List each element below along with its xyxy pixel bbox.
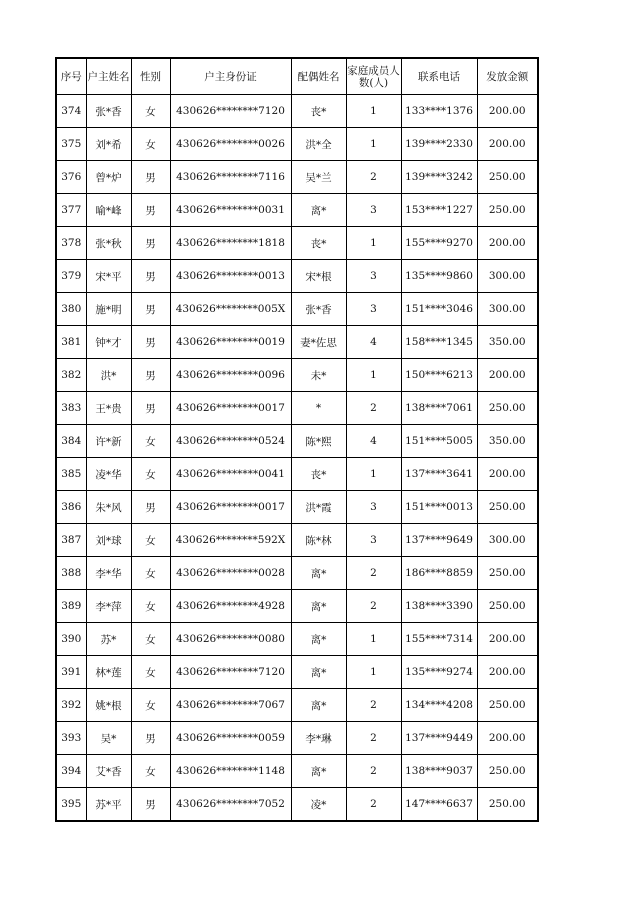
cell-id-number: 430626********0059 [170,722,291,755]
cell-phone: 138****9037 [401,755,477,788]
cell-gender: 女 [131,656,170,689]
cell-phone: 135****9860 [401,260,477,293]
cell-phone: 133****1376 [401,95,477,128]
cell-index: 382 [56,359,86,392]
cell-id-number: 430626********0013 [170,260,291,293]
cell-householder-name: 洪* [86,359,131,392]
cell-family-members: 3 [346,524,401,557]
cell-id-number: 430626********4928 [170,590,291,623]
cell-family-members: 2 [346,590,401,623]
cell-amount: 200.00 [477,623,538,656]
cell-family-members: 3 [346,293,401,326]
cell-family-members: 1 [346,128,401,161]
cell-amount: 200.00 [477,656,538,689]
table-row [56,722,538,755]
cell-householder-name: 施*明 [86,293,131,326]
cell-gender: 女 [131,623,170,656]
cell-gender: 女 [131,425,170,458]
table-row [56,425,538,458]
header-family-members: 家庭成员人数(人) [346,58,401,95]
cell-amount: 250.00 [477,161,538,194]
cell-spouse-name: 洪*霞 [291,491,346,524]
cell-family-members: 1 [346,623,401,656]
cell-gender: 女 [131,458,170,491]
cell-spouse-name: * [291,392,346,425]
cell-spouse-name: 离* [291,689,346,722]
cell-householder-name: 李*萍 [86,590,131,623]
header-id-number: 户主身份证 [170,58,291,95]
cell-spouse-name: 吴*兰 [291,161,346,194]
cell-index: 383 [56,392,86,425]
cell-id-number: 430626********0017 [170,392,291,425]
cell-index: 377 [56,194,86,227]
cell-phone: 155****9270 [401,227,477,260]
cell-index: 381 [56,326,86,359]
cell-householder-name: 宋*平 [86,260,131,293]
table-row [56,458,538,491]
cell-family-members: 2 [346,557,401,590]
cell-householder-name: 吴* [86,722,131,755]
cell-householder-name: 许*新 [86,425,131,458]
cell-id-number: 430626********005X [170,293,291,326]
cell-phone: 135****9274 [401,656,477,689]
cell-amount: 350.00 [477,425,538,458]
table-row [56,557,538,590]
cell-spouse-name: 丧* [291,458,346,491]
cell-amount: 200.00 [477,359,538,392]
cell-amount: 250.00 [477,689,538,722]
cell-phone: 153****1227 [401,194,477,227]
cell-index: 376 [56,161,86,194]
cell-index: 392 [56,689,86,722]
cell-id-number: 430626********7052 [170,788,291,822]
cell-gender: 男 [131,227,170,260]
cell-spouse-name: 陈*林 [291,524,346,557]
cell-gender: 男 [131,293,170,326]
table-row [56,392,538,425]
cell-spouse-name: 离* [291,557,346,590]
cell-index: 387 [56,524,86,557]
cell-family-members: 3 [346,260,401,293]
cell-index: 394 [56,755,86,788]
cell-spouse-name: 丧* [291,227,346,260]
cell-gender: 女 [131,128,170,161]
cell-phone: 134****4208 [401,689,477,722]
table-row [56,293,538,326]
cell-id-number: 430626********7067 [170,689,291,722]
cell-spouse-name: 丧* [291,95,346,128]
table-row [56,326,538,359]
cell-index: 380 [56,293,86,326]
cell-householder-name: 林*莲 [86,656,131,689]
table-row [56,359,538,392]
cell-gender: 男 [131,722,170,755]
cell-family-members: 1 [346,458,401,491]
cell-gender: 男 [131,392,170,425]
cell-id-number: 430626********1818 [170,227,291,260]
cell-id-number: 430626********0026 [170,128,291,161]
cell-index: 374 [56,95,86,128]
cell-amount: 250.00 [477,788,538,822]
cell-phone: 138****3390 [401,590,477,623]
header-gender: 性别 [131,58,170,95]
cell-householder-name: 王*贵 [86,392,131,425]
cell-phone: 158****1345 [401,326,477,359]
cell-family-members: 2 [346,722,401,755]
cell-phone: 137****9449 [401,722,477,755]
cell-householder-name: 钟*才 [86,326,131,359]
household-subsidy-table [55,57,539,822]
cell-family-members: 4 [346,326,401,359]
cell-amount: 200.00 [477,458,538,491]
cell-amount: 350.00 [477,326,538,359]
table-row [56,491,538,524]
cell-index: 391 [56,656,86,689]
table-row [56,590,538,623]
cell-phone: 151****3046 [401,293,477,326]
cell-family-members: 1 [346,359,401,392]
cell-index: 388 [56,557,86,590]
cell-householder-name: 喻*峰 [86,194,131,227]
cell-family-members: 2 [346,689,401,722]
cell-spouse-name: 离* [291,590,346,623]
cell-id-number: 430626********0096 [170,359,291,392]
table-row [56,755,538,788]
header-index: 序号 [56,58,86,95]
cell-gender: 男 [131,161,170,194]
table-row [56,95,538,128]
cell-spouse-name: 离* [291,194,346,227]
cell-spouse-name: 洪*全 [291,128,346,161]
table-body [56,95,538,822]
cell-family-members: 1 [346,227,401,260]
cell-family-members: 2 [346,161,401,194]
cell-index: 395 [56,788,86,822]
cell-id-number: 430626********7120 [170,95,291,128]
cell-gender: 男 [131,788,170,822]
table-row [56,788,538,822]
cell-gender: 男 [131,491,170,524]
cell-householder-name: 艾*香 [86,755,131,788]
cell-gender: 男 [131,326,170,359]
cell-index: 390 [56,623,86,656]
cell-householder-name: 姚*根 [86,689,131,722]
cell-amount: 250.00 [477,491,538,524]
cell-spouse-name: 离* [291,623,346,656]
cell-spouse-name: 宋*根 [291,260,346,293]
header-row [56,58,538,95]
cell-id-number: 430626********0017 [170,491,291,524]
cell-amount: 250.00 [477,755,538,788]
cell-gender: 女 [131,590,170,623]
cell-amount: 300.00 [477,260,538,293]
cell-householder-name: 张*香 [86,95,131,128]
table-row [56,623,538,656]
table-header [56,58,538,95]
table-row [56,128,538,161]
cell-householder-name: 苏*平 [86,788,131,822]
cell-id-number: 430626********7116 [170,161,291,194]
cell-householder-name: 张*秋 [86,227,131,260]
cell-spouse-name: 未* [291,359,346,392]
cell-amount: 250.00 [477,590,538,623]
cell-id-number: 430626********0028 [170,557,291,590]
table-row [56,260,538,293]
cell-householder-name: 凌*华 [86,458,131,491]
cell-id-number: 430626********0524 [170,425,291,458]
cell-gender: 女 [131,524,170,557]
cell-phone: 139****3242 [401,161,477,194]
cell-gender: 女 [131,557,170,590]
cell-family-members: 4 [346,425,401,458]
cell-phone: 139****2330 [401,128,477,161]
table-row [56,524,538,557]
cell-householder-name: 苏* [86,623,131,656]
cell-gender: 女 [131,755,170,788]
cell-gender: 男 [131,194,170,227]
cell-amount: 250.00 [477,194,538,227]
table-row [56,227,538,260]
cell-spouse-name: 妻*佐思 [291,326,346,359]
cell-index: 375 [56,128,86,161]
cell-family-members: 2 [346,755,401,788]
cell-amount: 300.00 [477,293,538,326]
cell-householder-name: 李*华 [86,557,131,590]
cell-phone: 186****8859 [401,557,477,590]
cell-index: 378 [56,227,86,260]
table-row [56,161,538,194]
cell-family-members: 3 [346,194,401,227]
cell-gender: 男 [131,359,170,392]
cell-gender: 女 [131,95,170,128]
cell-family-members: 1 [346,656,401,689]
cell-amount: 200.00 [477,128,538,161]
cell-amount: 300.00 [477,524,538,557]
cell-phone: 151****5005 [401,425,477,458]
cell-amount: 200.00 [477,227,538,260]
cell-phone: 147****6637 [401,788,477,822]
cell-id-number: 430626********7120 [170,656,291,689]
cell-phone: 137****9649 [401,524,477,557]
header-spouse-name: 配偶姓名 [291,58,346,95]
cell-spouse-name: 李*琳 [291,722,346,755]
cell-spouse-name: 陈*熙 [291,425,346,458]
cell-id-number: 430626********592X [170,524,291,557]
cell-index: 389 [56,590,86,623]
cell-gender: 男 [131,260,170,293]
cell-id-number: 430626********0031 [170,194,291,227]
cell-id-number: 430626********0080 [170,623,291,656]
cell-amount: 250.00 [477,392,538,425]
cell-amount: 250.00 [477,557,538,590]
cell-family-members: 2 [346,788,401,822]
cell-amount: 200.00 [477,722,538,755]
header-householder-name: 户主姓名 [86,58,131,95]
cell-householder-name: 刘*希 [86,128,131,161]
table-row [56,194,538,227]
cell-phone: 137****3641 [401,458,477,491]
cell-family-members: 1 [346,95,401,128]
cell-phone: 151****0013 [401,491,477,524]
cell-phone: 138****7061 [401,392,477,425]
cell-spouse-name: 凌* [291,788,346,822]
cell-phone: 150****6213 [401,359,477,392]
cell-family-members: 2 [346,392,401,425]
cell-householder-name: 刘*球 [86,524,131,557]
header-phone: 联系电话 [401,58,477,95]
cell-householder-name: 朱*风 [86,491,131,524]
cell-householder-name: 曾*炉 [86,161,131,194]
cell-phone: 155****7314 [401,623,477,656]
cell-index: 379 [56,260,86,293]
cell-index: 386 [56,491,86,524]
cell-gender: 女 [131,689,170,722]
cell-index: 393 [56,722,86,755]
cell-index: 385 [56,458,86,491]
table-row [56,656,538,689]
cell-id-number: 430626********0041 [170,458,291,491]
cell-spouse-name: 离* [291,755,346,788]
cell-id-number: 430626********1148 [170,755,291,788]
header-amount: 发放金额 [477,58,538,95]
cell-amount: 200.00 [477,95,538,128]
cell-id-number: 430626********0019 [170,326,291,359]
cell-family-members: 3 [346,491,401,524]
cell-spouse-name: 离* [291,656,346,689]
cell-index: 384 [56,425,86,458]
cell-spouse-name: 张*香 [291,293,346,326]
table-row [56,689,538,722]
